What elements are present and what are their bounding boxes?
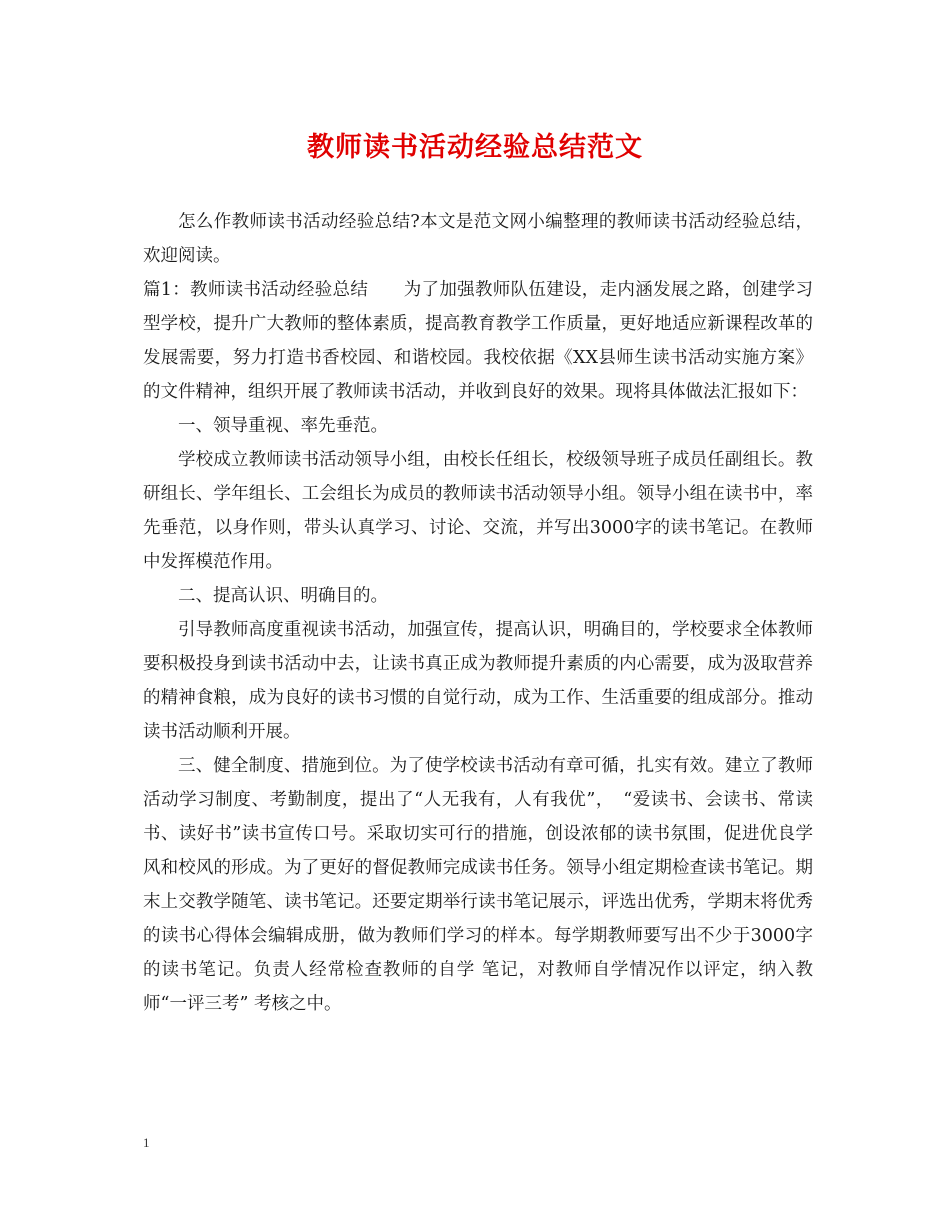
page-number: 1 [143, 1135, 150, 1150]
paragraph-system: 三、健全制度、措施到位。为了使学校读书活动有章可循，扎实有效。建立了教师活动学习制度、考勤制度，提出了“人无我有，人有我优”， “爱读书、会读书、常读书、读好书”读书宣传口号。采取切实可行的措施，创设浓郁的读书氛围，促进优良学风和校风的形成。为了更好的督促教师完成读书任务。领导小组定期检查读书笔记。期末上交教学随笔、读书笔记。还要定期举行读书笔记展示，评选出优秀，学期末将优秀的读书心得体会编辑成册，做为教师们学习的样本。每学期教师要写出不少于3000字的读书笔记。负责人经常检查教师的自学 笔记，对教师自学情况作以评定，纳入教师“一评三考” 考核之中。 [143, 756, 813, 1014]
paragraph-leadership: 学校成立教师读书活动领导小组，由校长任组长，校级领导班子成员任副组长。教研组长、学年组长、工会组长为成员的教师读书活动领导小组。领导小组在读书中，率先垂范，以身作则，带头认真学习、讨论、交流，并写出3000字的读书笔记。在教师中发挥模范作用。 [143, 450, 813, 572]
document-title: 教师读书活动经验总结范文 [307, 132, 643, 163]
document-body [143, 205, 813, 1021]
paragraph-section-1: 篇1：教师读书活动经验总结 为了加强教师队伍建设，走内涵发展之路，创建学习型学校，提升广大教师的整体素质，提高教育教学工作质量，更好地适应新课程改革的发展需要，努力打造书香校园、和谐校园。我校依据《XX县师生读书活动实施方案》的文件精神，组织开展了教师读书活动，并收到良好的效果。现将具体做法汇报如下： [143, 280, 813, 402]
paragraph-awareness: 引导教师高度重视读书活动，加强宣传，提高认识，明确目的，学校要求全体教师要积极投身到读书活动中去，让读书真正成为教师提升素质的内心需要，成为汲取营养的精神食粮，成为良好的读书习惯的自觉行动，成为工作、生活重要的组成部分。推动读书活动顺利开展。 [143, 620, 813, 742]
paragraph-intro: 怎么作教师读书活动经验总结?本文是范文网小编整理的教师读书活动经验总结，欢迎阅读。 [143, 212, 813, 266]
heading-awareness: 二、提高认识、明确目的。 [178, 586, 388, 606]
heading-leadership: 一、领导重视、率先垂范。 [178, 416, 388, 436]
